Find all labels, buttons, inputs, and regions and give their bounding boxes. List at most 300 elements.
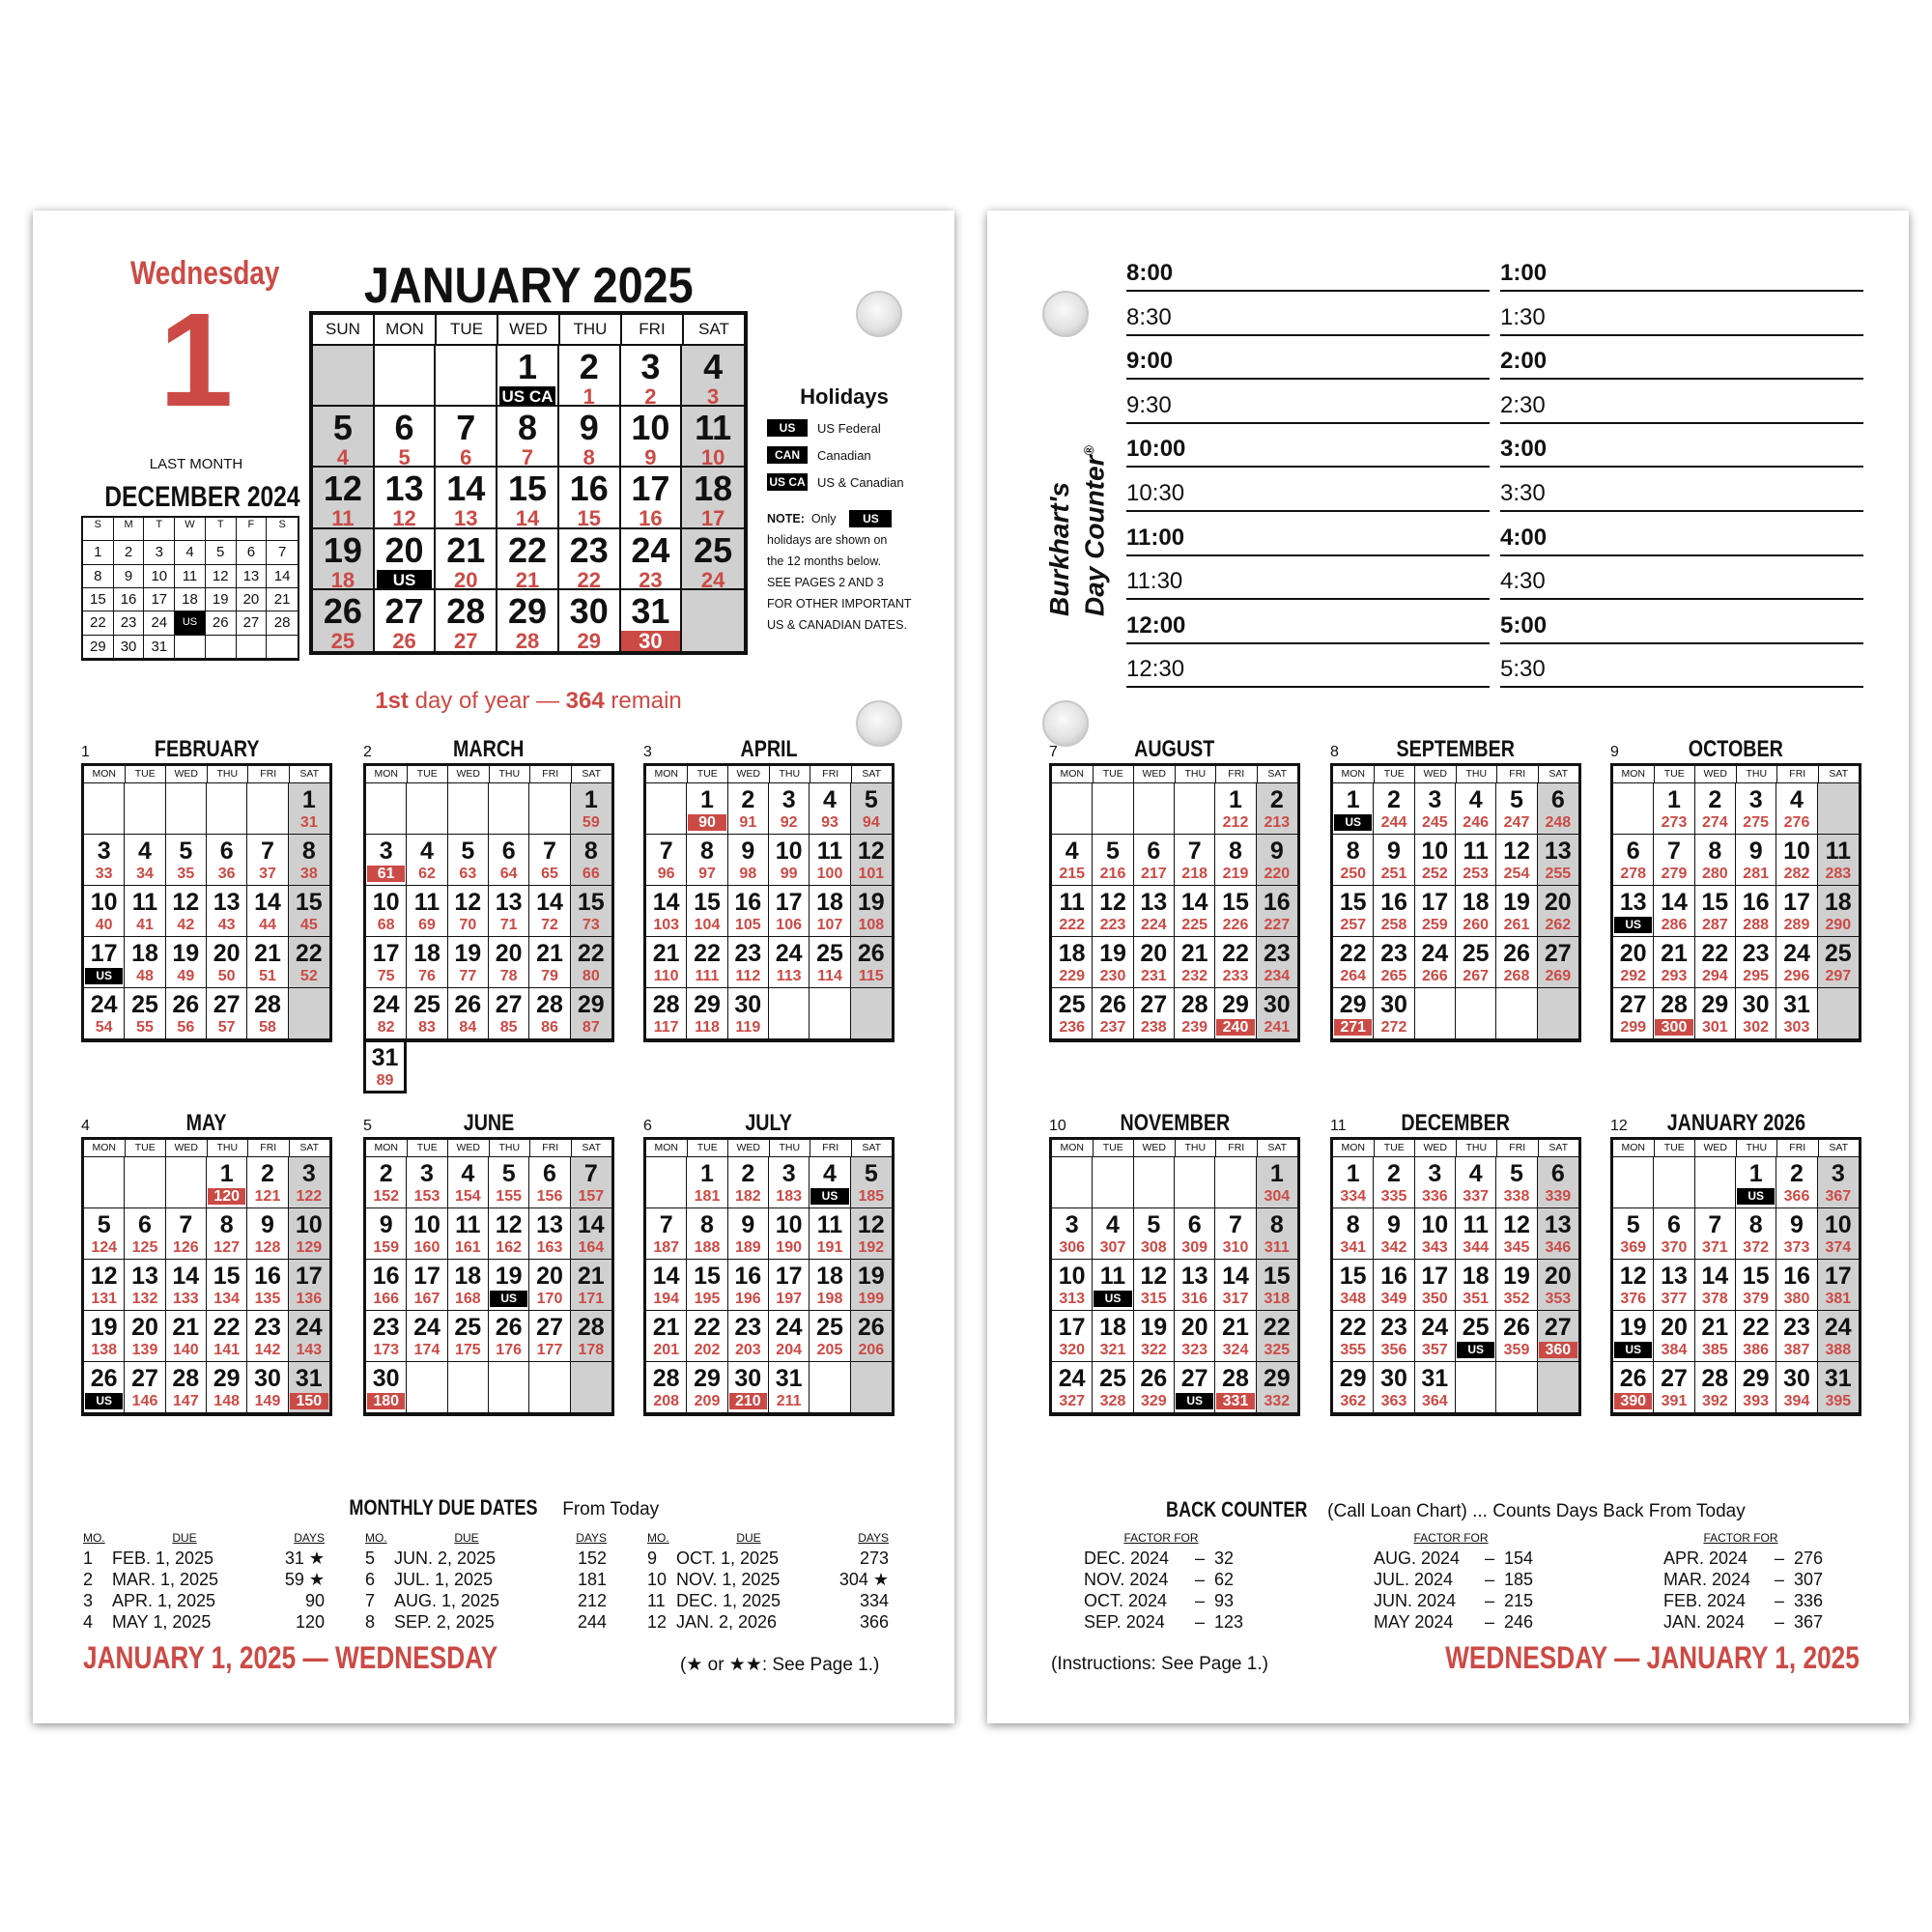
day-number: 29: [1742, 1365, 1770, 1392]
legend-tag: CAN: [767, 446, 808, 464]
day-number: 17: [1783, 889, 1810, 916]
day-number: 24: [1058, 1365, 1086, 1392]
day-cell: [1415, 1260, 1456, 1311]
appointment-line[interactable]: 5:30: [1500, 653, 1863, 688]
day-number: 27: [1180, 1365, 1208, 1392]
weekday-header: THU: [1176, 1140, 1217, 1156]
day-number: 16: [1263, 889, 1291, 916]
weekday-header: WED: [728, 766, 770, 782]
day-cell: [366, 988, 407, 1039]
day-cell: [1613, 835, 1654, 886]
dash: –: [1194, 1570, 1205, 1589]
day-of-year: 121: [254, 1188, 281, 1205]
day-cell: [247, 988, 288, 1039]
appointment-line[interactable]: 3:30: [1500, 477, 1863, 512]
day-cell: [851, 886, 892, 937]
appointment-line[interactable]: 3:00: [1500, 433, 1863, 468]
day-of-year: 185: [858, 1188, 885, 1205]
day-cell: [1695, 1260, 1736, 1311]
day-of-year: 217: [1140, 866, 1167, 882]
day-number: 7: [543, 838, 556, 865]
day-cell: [84, 835, 125, 886]
table-cell: 62: [1214, 1570, 1235, 1589]
day-cell: [1415, 783, 1456, 835]
day-cell: [1654, 937, 1694, 988]
day-cell: [769, 1208, 810, 1260]
day-cell: [1538, 1157, 1578, 1208]
day-number: 10: [372, 889, 400, 916]
day-of-year: 236: [1059, 1019, 1086, 1036]
day-cell: [1538, 1208, 1578, 1260]
day-of-year: 336: [1421, 1188, 1448, 1205]
day-of-year: 393: [1743, 1393, 1769, 1409]
table-row: [83, 1611, 325, 1633]
day-cell: [1175, 835, 1215, 886]
day-of-year: 73: [582, 917, 600, 933]
day-number: 29: [1222, 991, 1249, 1018]
day-number: 6: [138, 1211, 152, 1238]
day-cell: [1654, 1311, 1694, 1362]
weekday-header: F: [237, 518, 268, 541]
day-number: 8: [1229, 838, 1242, 865]
table-cell: 246: [1504, 1612, 1534, 1632]
day-number: 7: [659, 1211, 673, 1238]
day-of-year: 70: [459, 917, 477, 933]
day-cell: 13: [237, 565, 268, 588]
weekday-header: THU: [770, 1140, 811, 1156]
day-of-year: 310: [1222, 1239, 1249, 1256]
day-of-year: 181: [694, 1188, 721, 1205]
day-number: 10: [775, 1211, 803, 1238]
day-cell: [687, 835, 727, 886]
day-cell: 26: [206, 611, 237, 635]
month-title: [1330, 1110, 1581, 1136]
day-cell: [1456, 1311, 1496, 1362]
column-header: FACTOR FOR: [1123, 1531, 1199, 1545]
appointment-line[interactable]: 10:00: [1126, 433, 1490, 468]
day-cell: [1134, 835, 1175, 886]
day-cell: [1613, 886, 1654, 937]
day-cell: [125, 988, 165, 1039]
month-grid: [363, 763, 614, 1042]
day-cell: [559, 590, 621, 651]
day-cell: [125, 937, 165, 988]
day-of-year: 94: [862, 814, 880, 831]
day-cell: [1215, 1208, 1256, 1260]
day-number: 15: [1222, 889, 1249, 916]
holiday-tag: US: [1457, 1342, 1494, 1358]
day-number: 24: [775, 940, 803, 967]
holidays-title: Holidays: [800, 384, 889, 409]
day-number: 26: [1099, 991, 1126, 1018]
day-number: 16: [1380, 1263, 1407, 1290]
weekday-header-row: [1613, 766, 1859, 783]
day-number: 30: [1783, 1365, 1810, 1392]
day-of-year: 392: [1701, 1393, 1728, 1409]
day-of-year: 208: [653, 1393, 680, 1409]
day-of-year: 280: [1701, 866, 1728, 882]
appointment-line[interactable]: 8:00: [1126, 257, 1490, 292]
day-of-year: 226: [1222, 917, 1249, 933]
day-of-year: 87: [582, 1019, 600, 1036]
day-cell: [366, 1260, 407, 1311]
day-of-year: 180: [367, 1393, 405, 1409]
day-of-year: 15: [577, 506, 601, 529]
day-of-year: 304: [1264, 1188, 1291, 1205]
month-calendar: [1610, 1110, 1861, 1416]
appointment-line[interactable]: 1:00: [1500, 257, 1863, 292]
day-of-year: 61: [367, 866, 405, 882]
day-number: 6: [501, 838, 516, 865]
day-cell: [1257, 1362, 1297, 1413]
day-cell: [682, 468, 744, 528]
table-cell: OCT. 1, 2025: [676, 1548, 780, 1568]
day-of-year: 155: [496, 1188, 522, 1205]
day-of-year: 196: [734, 1291, 761, 1307]
day-number: 5: [864, 1160, 878, 1187]
day-number: 11: [695, 408, 732, 448]
day-number: 23: [1380, 940, 1407, 967]
day-of-year: 183: [776, 1188, 802, 1205]
weekday-header: WED: [166, 1140, 208, 1156]
table-cell: 273: [859, 1548, 889, 1568]
day-cell: [1333, 886, 1374, 937]
appointment-line[interactable]: 11:00: [1126, 522, 1490, 556]
day-number: 6: [1667, 1211, 1681, 1238]
table-cell: JUN. 2024: [1374, 1591, 1457, 1610]
day-number: 26: [857, 940, 885, 967]
appointment-line[interactable]: 9:00: [1126, 345, 1490, 380]
appointment-line[interactable]: 4:00: [1500, 522, 1863, 556]
day-number: 15: [213, 1263, 241, 1290]
weekday-header: THU: [490, 766, 531, 782]
day-number: 20: [1661, 1314, 1688, 1341]
day-number: 24: [1421, 940, 1449, 967]
day-of-year: 25: [330, 628, 355, 651]
day-cell: [1093, 1311, 1133, 1362]
day-number: 18: [454, 1263, 482, 1290]
appointment-line[interactable]: 8:30: [1126, 301, 1490, 336]
day-cell: [1175, 1311, 1215, 1362]
holiday-tag: US: [1614, 1342, 1652, 1358]
day-cell: [125, 1208, 165, 1260]
day-of-year: 153: [413, 1188, 440, 1205]
day-cell: 23: [114, 611, 145, 635]
day-cell: [289, 886, 329, 937]
weekday-header-row: [366, 1140, 611, 1157]
day-cell: [529, 1362, 570, 1413]
day-cell: [489, 835, 529, 886]
day-number: 17: [295, 1263, 323, 1290]
day-of-year: 325: [1264, 1342, 1291, 1358]
day-number: 17: [413, 1263, 440, 1290]
day-cell: [1654, 886, 1694, 937]
day-of-year: 216: [1099, 866, 1126, 882]
dash: –: [1484, 1548, 1494, 1568]
day-cell: [289, 1157, 329, 1208]
table-cell: 6: [365, 1570, 376, 1589]
day-cell: [448, 1311, 489, 1362]
day-of-year: 387: [1783, 1342, 1810, 1358]
day-of-year: 114: [817, 968, 842, 984]
holiday-tag: US: [1094, 1291, 1131, 1307]
day-number: 3: [97, 838, 111, 865]
appointment-line[interactable]: 9:30: [1126, 389, 1490, 424]
column-header: DAYS: [576, 1531, 607, 1545]
holiday-tag: US: [85, 968, 123, 984]
day-cell: [375, 468, 437, 528]
day-number: 27: [536, 1314, 563, 1341]
day-cell: [489, 1362, 529, 1413]
appointment-line[interactable]: 12:30: [1126, 653, 1490, 688]
day-cell: [1134, 783, 1175, 835]
day-number: 13: [1140, 889, 1168, 916]
day-cell: [769, 1157, 810, 1208]
day-cell: [1736, 886, 1776, 937]
day-cell: [1496, 937, 1537, 988]
day-cell: [407, 1311, 447, 1362]
table-cell: 4: [83, 1612, 94, 1632]
weekday-header: SAT: [582, 768, 602, 780]
day-of-year: 28: [515, 628, 540, 651]
day-cell: [497, 529, 559, 590]
day-of-year: 321: [1099, 1342, 1126, 1358]
day-of-year: 191: [816, 1239, 843, 1256]
day-of-year: 117: [653, 1019, 679, 1036]
day-cell: 2: [114, 541, 145, 564]
day-cell: [1175, 886, 1215, 937]
day-cell: [851, 835, 892, 886]
day-number: 10: [295, 1211, 323, 1238]
day-cell: [1052, 1157, 1093, 1208]
day-number: 11: [413, 889, 440, 916]
day-of-year: 55: [136, 1019, 154, 1036]
day-of-year: 27: [454, 628, 478, 651]
day-number: 20: [1544, 889, 1572, 916]
day-number: 29: [694, 991, 721, 1018]
day-number: 8: [1346, 838, 1360, 865]
month-calendar: [1049, 1110, 1300, 1416]
day-of-year: 100: [816, 866, 843, 882]
weekday-header: TUE: [408, 1140, 449, 1156]
day-number: 2: [1269, 786, 1284, 813]
day-cell: [166, 1260, 207, 1311]
appointment-line[interactable]: 5:00: [1500, 610, 1863, 644]
day-of-year: 257: [1340, 917, 1367, 933]
day-cell: [1052, 783, 1093, 835]
month-name: [1330, 1110, 1581, 1137]
day-of-year: 105: [734, 917, 761, 933]
day-of-year: 174: [413, 1342, 440, 1358]
table-cell: SEP. 2, 2025: [394, 1612, 495, 1632]
day-number: 17: [1421, 1263, 1449, 1290]
weekday-header: TUE: [126, 1140, 167, 1156]
day-cell: [84, 783, 125, 835]
weekday-header: THU: [1737, 766, 1778, 782]
due-dates-heading: MONTHLY DUE DATES From Today: [349, 1495, 660, 1520]
day-number: 5: [461, 838, 475, 865]
day-of-year: 289: [1783, 917, 1810, 933]
weekday-header: TUE: [1655, 1140, 1696, 1156]
day-of-year: 159: [373, 1239, 400, 1256]
day-grid: [1052, 1157, 1297, 1413]
day-cell: [448, 1260, 489, 1311]
table-cell: JAN. 2024: [1663, 1612, 1746, 1632]
day-of-year: 33: [95, 866, 113, 882]
day-of-year: 26: [392, 628, 416, 651]
month-name-text: MARCH: [453, 736, 525, 762]
weekday-header: FRI: [1777, 1140, 1819, 1156]
day-cell: [728, 988, 769, 1039]
day-cell: [366, 1362, 407, 1413]
month-name-text: NOVEMBER: [1120, 1110, 1230, 1136]
month-title: [81, 1110, 332, 1136]
month-grid: [643, 1137, 895, 1416]
weekday-header: SAT: [862, 1142, 882, 1153]
legend-tag: US CA: [767, 473, 808, 491]
day-of-year: 248: [1545, 814, 1572, 831]
day-of-year: 197: [776, 1291, 802, 1307]
day-of-year: 238: [1140, 1019, 1167, 1036]
day-cell: [687, 988, 727, 1039]
day-cell: [166, 1362, 207, 1413]
day-number: 21: [1222, 1314, 1249, 1341]
weekday-header: SAT: [299, 1142, 320, 1153]
day-cell: [1654, 1208, 1694, 1260]
day-of-year: 331: [1216, 1393, 1254, 1409]
day-number: 14: [652, 889, 680, 916]
day-number: 6: [1187, 1211, 1202, 1238]
day-cell: [851, 1208, 892, 1260]
appointment-line[interactable]: 2:00: [1500, 345, 1863, 380]
day-number: 30: [569, 590, 609, 631]
day-number: 17: [372, 940, 400, 967]
month-grid: [81, 763, 332, 1042]
day-number: 17: [1421, 889, 1449, 916]
day-cell: [407, 1260, 447, 1311]
day-cell: [1257, 886, 1297, 937]
day-cell: 22: [83, 611, 114, 635]
day-of-year: 339: [1545, 1188, 1572, 1205]
day-cell: [1654, 988, 1694, 1039]
day-of-year: 127: [213, 1239, 240, 1256]
day-cell: [1456, 1362, 1496, 1413]
weekday-header: FRI: [810, 1140, 852, 1156]
dash: –: [1194, 1591, 1205, 1610]
note-line: the 12 months below.: [767, 554, 882, 568]
day-number: 19: [1503, 1263, 1530, 1290]
day-cell: [1496, 1260, 1537, 1311]
day-of-year: 378: [1701, 1291, 1728, 1307]
day-cell: [1613, 1362, 1654, 1413]
day-number: 28: [254, 991, 281, 1018]
weekday-header: WED: [728, 1140, 770, 1156]
day-of-year: 209: [694, 1393, 721, 1409]
day-number: 1: [1229, 786, 1242, 813]
day-cell: [646, 1362, 687, 1413]
day-cell: [1496, 1362, 1537, 1413]
day-number: 9: [379, 1211, 393, 1238]
day-of-year: 388: [1825, 1342, 1852, 1358]
day-cell: [529, 783, 570, 835]
day-number: 28: [536, 991, 563, 1018]
column-header: DAYS: [858, 1531, 889, 1545]
day-cell: [810, 835, 850, 886]
day-of-year: 274: [1701, 814, 1728, 831]
day-of-year: 338: [1503, 1188, 1530, 1205]
day-number: 6: [1550, 786, 1565, 813]
day-number: 29: [1263, 1365, 1291, 1392]
day-of-year: 170: [536, 1291, 563, 1307]
day-of-year: 122: [296, 1188, 323, 1205]
day-cell: [1093, 1208, 1133, 1260]
day-cell: [84, 988, 125, 1039]
day-of-year: 233: [1222, 968, 1249, 984]
weekday-header: SAT: [582, 1142, 602, 1153]
day-of-year: 5: [398, 445, 411, 469]
appointment-line[interactable]: 2:30: [1500, 389, 1863, 424]
day-of-year: 80: [582, 968, 600, 984]
month-name-text: JUNE: [463, 1110, 515, 1136]
day-cell: [810, 988, 850, 1039]
month-number: 7: [1049, 744, 1058, 760]
day-of-year: 376: [1620, 1291, 1647, 1307]
day-cell: 7: [267, 541, 298, 564]
day-number: 18: [1099, 1314, 1126, 1341]
day-of-year: 82: [377, 1019, 395, 1036]
day-number: 13: [1180, 1263, 1208, 1290]
day-number: 24: [631, 529, 670, 570]
weekday-header: T: [144, 518, 175, 541]
weekday-header: SAT: [862, 768, 882, 780]
month-calendar: [1330, 736, 1581, 1042]
day-number: 21: [652, 940, 680, 967]
table-cell: JUN. 2, 2025: [394, 1548, 497, 1568]
day-cell: [407, 988, 447, 1039]
day-cell: [1175, 1362, 1215, 1413]
day-number: 19: [1619, 1314, 1647, 1341]
day-number: 14: [172, 1263, 200, 1290]
day-of-year: 360: [1539, 1342, 1577, 1358]
appointment-line[interactable]: 11:30: [1126, 565, 1490, 600]
weekday-header: TUE: [408, 766, 449, 782]
day-number: 25: [413, 991, 440, 1018]
day-cell: [687, 1362, 727, 1413]
day-of-year: 93: [821, 814, 838, 831]
day-of-year: 107: [816, 917, 843, 933]
day-cell: [687, 937, 727, 988]
day-cell: [1093, 1157, 1133, 1208]
table-cell: JUL. 1, 2025: [394, 1570, 494, 1589]
appointment-line[interactable]: 12:00: [1126, 610, 1490, 644]
month-number: 6: [643, 1118, 652, 1134]
day-cell: 28: [267, 611, 298, 635]
day-cell: [1257, 1260, 1297, 1311]
day-cell: [84, 1362, 125, 1413]
day-number: 25: [694, 529, 733, 570]
appointment-line[interactable]: 1:30: [1500, 301, 1863, 336]
day-cell: [1776, 835, 1817, 886]
table-cell: 152: [577, 1548, 607, 1568]
appointment-line[interactable]: 10:30: [1126, 477, 1490, 512]
day-cell: [1093, 1362, 1133, 1413]
day-cell: [1215, 1362, 1256, 1413]
appointment-line[interactable]: 4:30: [1500, 565, 1863, 600]
month-number: 11: [1330, 1118, 1347, 1134]
day-of-year: 245: [1421, 814, 1448, 831]
day-number: 3: [781, 1160, 796, 1187]
day-of-year: 176: [496, 1342, 522, 1358]
